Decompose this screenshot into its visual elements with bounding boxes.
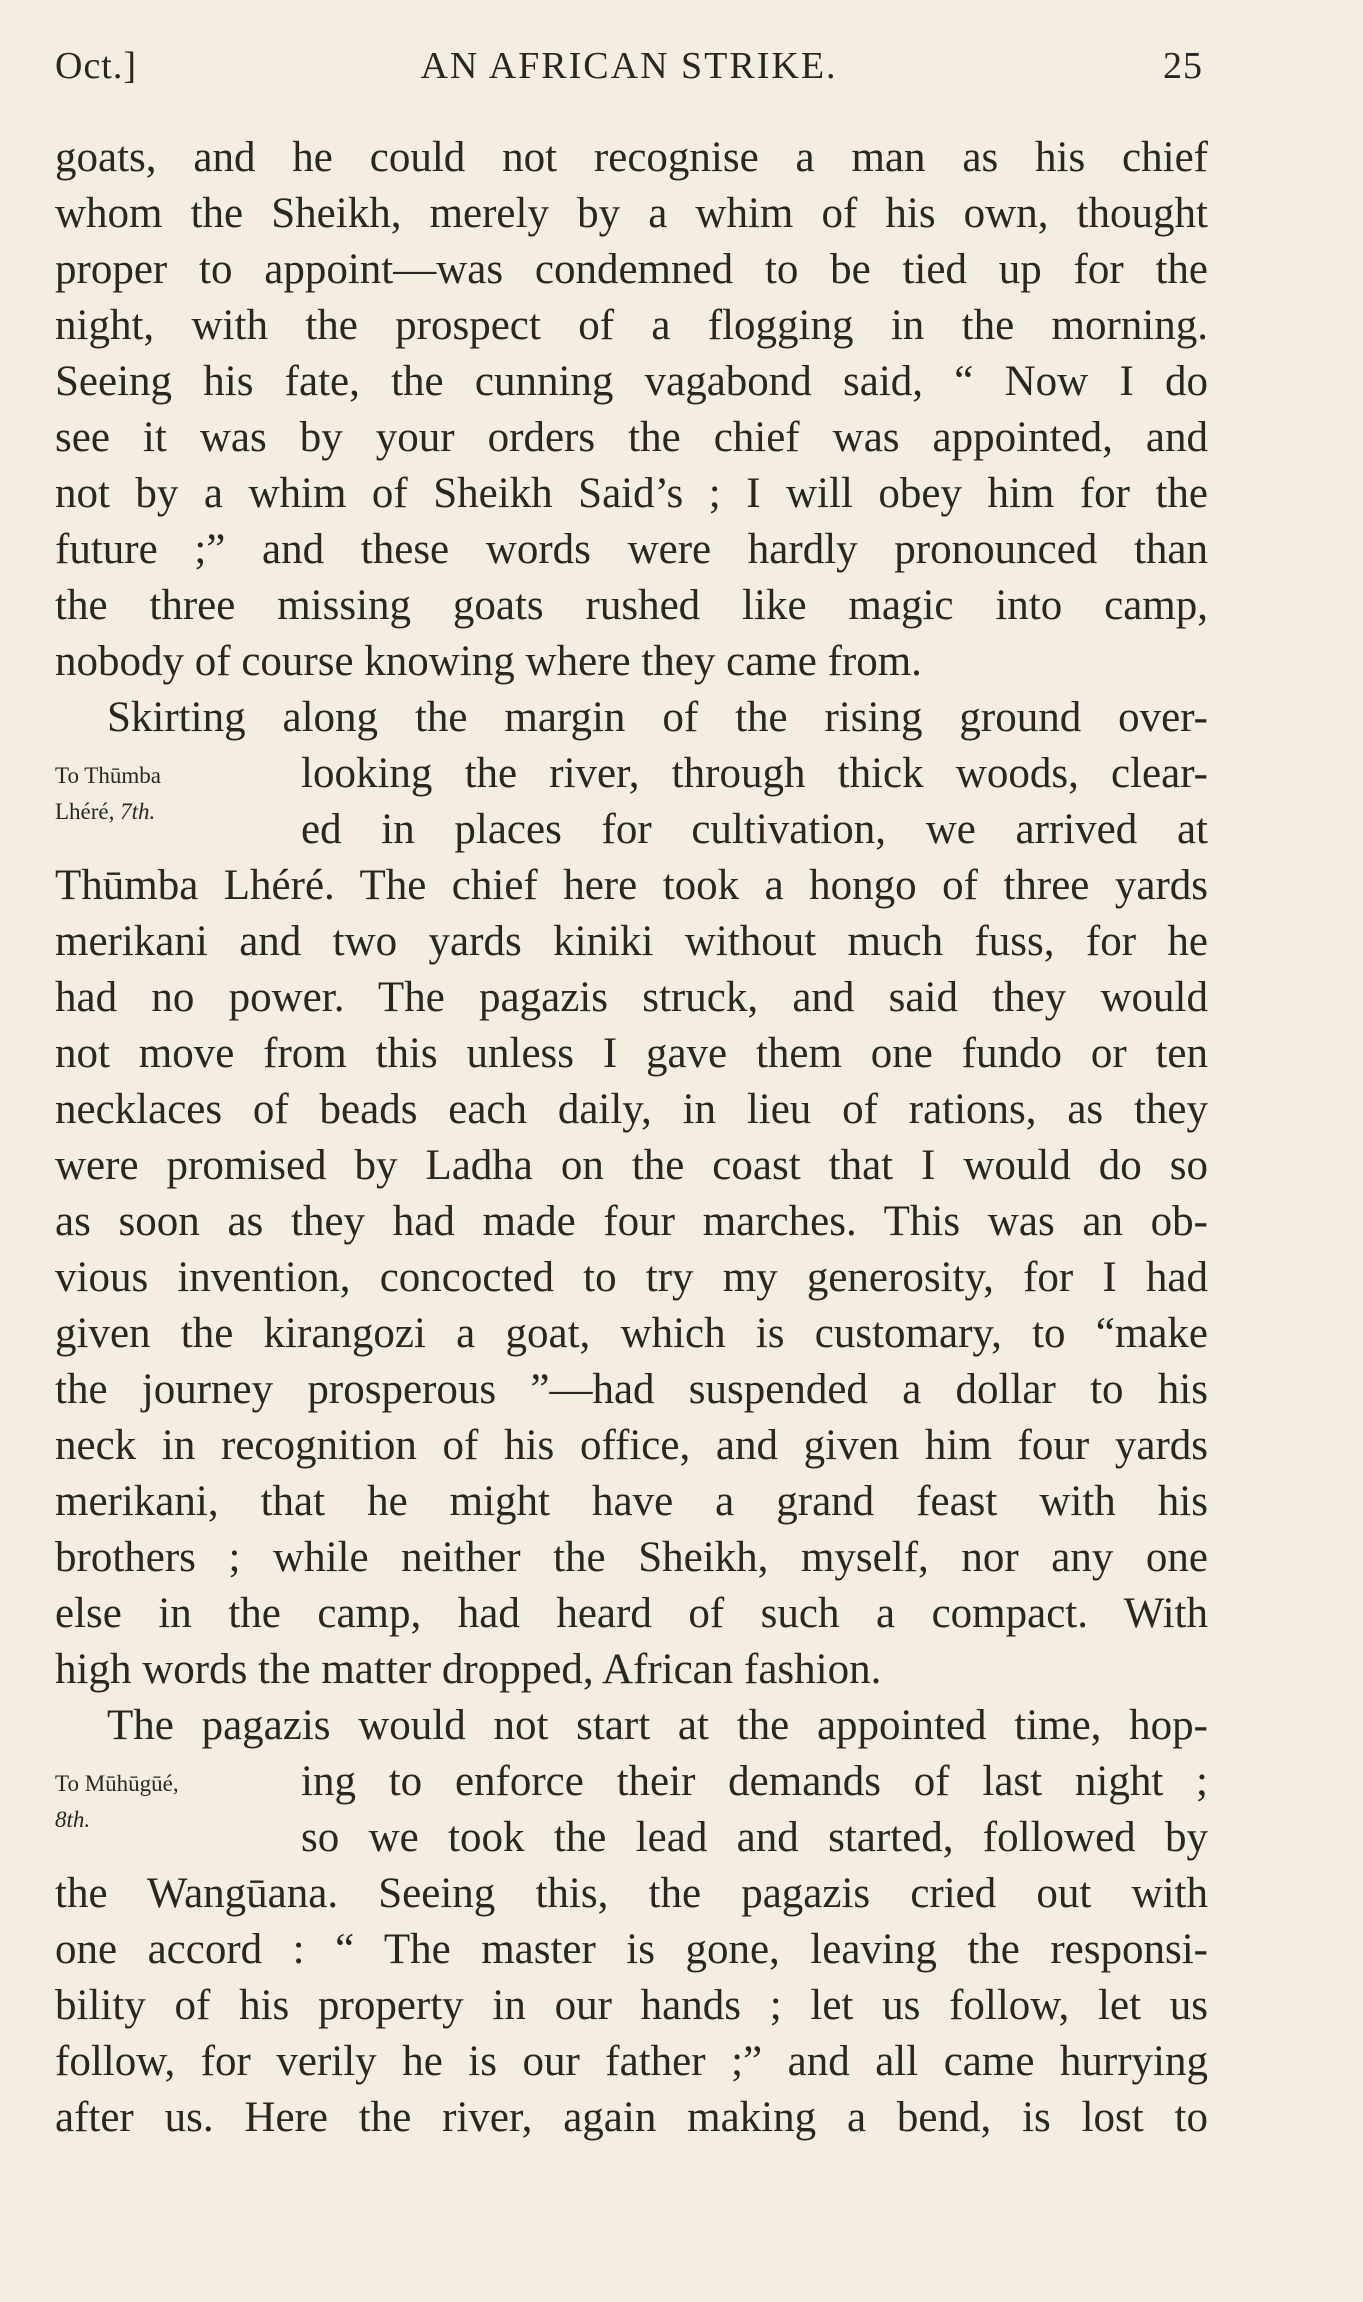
header-title: AN AFRICAN STRIKE. xyxy=(420,45,838,87)
text-line: bility of his property in our hands ; let us follow, let us xyxy=(55,1982,1208,2029)
margin-note-line xyxy=(55,794,161,830)
paragraph-start-line: The pagazis would not start at the appointed time, hop- xyxy=(107,1702,1208,1749)
text-line: not move from this unless I gave them one fundo or ten xyxy=(55,1030,1208,1077)
text-line: one accord : “ The master is gone, leaving the responsi- xyxy=(55,1926,1208,1973)
text-line: the Wangūana. Seeing this, the pagazis cried out with xyxy=(55,1870,1208,1917)
text-line: whom the Sheikh, merely by a whim of his own, thought xyxy=(55,190,1208,237)
text-line: had no power. The pagazis struck, and said they would xyxy=(55,974,1208,1021)
text-line: ing to enforce their demands of last night ; xyxy=(301,1758,1208,1805)
text-line: after us. Here the river, again making a bend, is lost to xyxy=(55,2094,1208,2141)
text-line: as soon as they had made four marches. This was an ob- xyxy=(55,1198,1208,1245)
text-line: neck in recognition of his office, and given him four yards xyxy=(55,1422,1208,1469)
text-line: vious invention, concocted to try my generosity, for I had xyxy=(55,1254,1208,1301)
header-month: Oct.] xyxy=(55,45,138,87)
text-line: see it was by your orders the chief was appointed, and xyxy=(55,414,1208,461)
text-line: looking the river, through thick woods, clear- xyxy=(301,750,1208,797)
margin-note-date: 8th. xyxy=(55,1807,91,1832)
margin-note-line: To Thūmba xyxy=(55,763,161,788)
paragraph-start-line: Skirting along the margin of the rising ground over- xyxy=(107,694,1208,741)
margin-note-thumba xyxy=(55,758,161,830)
text-line: else in the camp, had heard of such a compact. With xyxy=(55,1590,1208,1637)
text-line: necklaces of beads each daily, in lieu of rations, as they xyxy=(55,1086,1208,1133)
margin-note-line: To Mūhūgūé, xyxy=(55,1771,179,1796)
text-line: future ;” and these words were hardly pronounced than xyxy=(55,526,1208,573)
text-line: the three missing goats rushed like magic into camp, xyxy=(55,582,1208,629)
body-text xyxy=(55,130,1208,2146)
text-line: goats, and he could not recognise a man as his chief xyxy=(55,134,1208,181)
margin-note-date: 7th. xyxy=(120,799,156,824)
text-line: so we took the lead and started, followed by xyxy=(301,1814,1208,1861)
page-number: 25 xyxy=(1163,45,1203,87)
margin-note-line xyxy=(55,1802,179,1838)
text-line: nobody of course knowing where they came from. xyxy=(55,638,922,685)
text-line: follow, for verily he is our father ;” and all came hurrying xyxy=(55,2038,1208,2085)
text-line: Thūmba Lhéré. The chief here took a hongo of three yards xyxy=(55,862,1208,909)
text-line: proper to appoint—was condemned to be tied up for the xyxy=(55,246,1208,293)
text-line: brothers ; while neither the Sheikh, myself, nor any one xyxy=(55,1534,1208,1581)
text-line: merikani, that he might have a grand feast with his xyxy=(55,1478,1208,1525)
text-line: ed in places for cultivation, we arrived at xyxy=(301,806,1208,853)
text-line: not by a whim of Sheikh Said’s ; I will obey him for the xyxy=(55,470,1208,517)
text-line: merikani and two yards kiniki without much fuss, for he xyxy=(55,918,1208,965)
text-line: Seeing his fate, the cunning vagabond said, “ Now I do xyxy=(55,358,1208,405)
text-line: given the kirangozi a goat, which is customary, to “make xyxy=(55,1310,1208,1357)
text-line: high words the matter dropped, African fashion. xyxy=(55,1646,882,1693)
margin-note-place: Lhéré, xyxy=(55,799,121,824)
text-line: the journey prosperous ”—had suspended a dollar to his xyxy=(55,1366,1208,1413)
text-line: night, with the prospect of a flogging in the morning. xyxy=(55,302,1208,349)
running-header xyxy=(55,44,1203,94)
margin-note-muhugue xyxy=(55,1766,179,1838)
text-line: were promised by Ladha on the coast that I would do so xyxy=(55,1142,1208,1189)
